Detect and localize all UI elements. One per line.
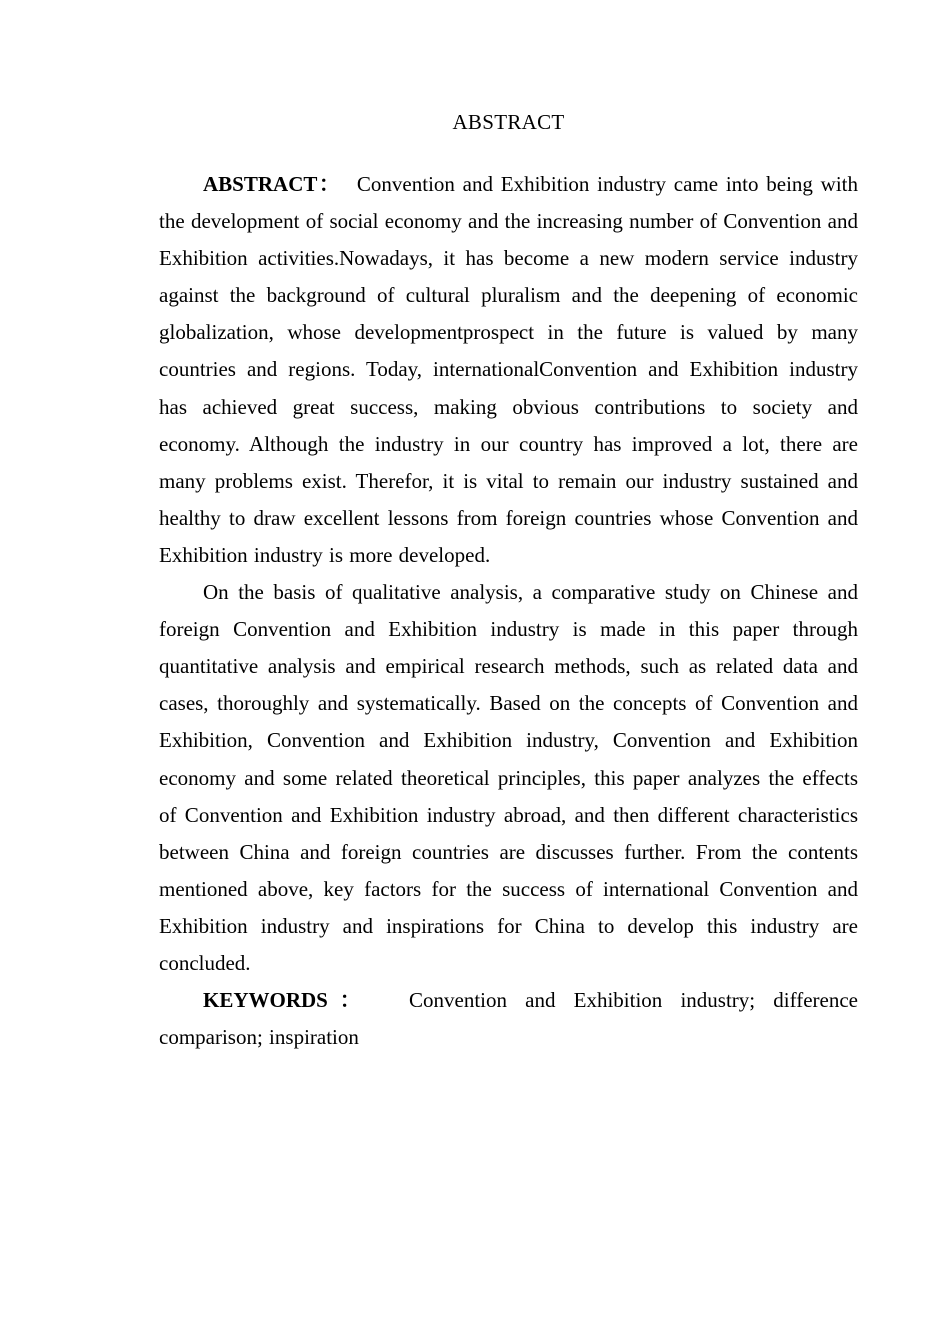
- abstract-text-1: Convention and Exhibition industry came into being with the development of social economy and the increasing number of Convention and Exhibition activities.Nowadays, it has become a new modern service industry against the background of cultural pluralism and the deepening of economic globalization, whose developmentprospect in the future is valued by many countries and regions. Today, internationalConvention and Exhibition industry has achieved great success, making obvious contributions to society and economy. Although the industry in our country has improved a lot, there are many problems exist. Therefor, it is vital to remain our industry sustained and healthy to draw excellent lessons from foreign countries whose Convention and Exhibition industry is more developed.: [159, 172, 859, 567]
- abstract-label: ABSTRACT：: [203, 172, 342, 196]
- abstract-paragraph-1: [159, 166, 858, 574]
- keywords-paragraph: [159, 982, 858, 1056]
- page-title: ABSTRACT: [452, 110, 565, 134]
- abstract-text-2: On the basis of qualitative analysis, a comparative study on Chinese and foreign Convention and Exhibition industry is made in this paper through quantitative analysis and empirical research methods, such as related data and cases, thoroughly and systematically. Based on the concepts of Convention and Exhibition, Convention and Exhibition industry, Convention and Exhibition economy and some related theoretical principles, this paper analyzes the effects of Convention and Exhibition industry abroad, and then different characteristics between China and foreign countries are discusses further. From the contents mentioned above, key factors for the success of international Convention and Exhibition industry and inspirations for China to develop this industry are concluded.: [159, 580, 858, 975]
- document-page: [159, 108, 858, 1056]
- abstract-paragraph-2: [159, 574, 858, 982]
- keywords-label: KEYWORDS：: [203, 988, 373, 1013]
- keywords-text: Convention and Exhibition industry; difference comparison; inspiration: [159, 988, 859, 1050]
